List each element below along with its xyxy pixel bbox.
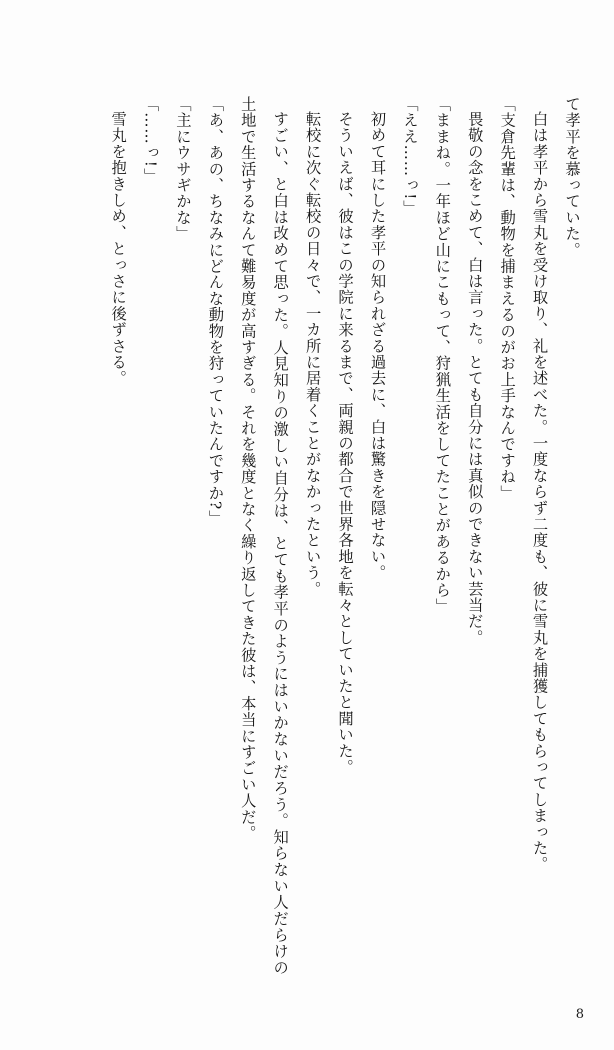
paragraph: 畏敬の念をこめて、白は言った。とても自分には真似のできない芸当だ。 bbox=[465, 111, 484, 646]
page-body-text bbox=[52, 96, 588, 976]
paragraph: 雪丸を抱きしめ、とっさに後ずさる。 bbox=[109, 111, 128, 387]
paragraph: 「あ、あの、ちなみにどんな動物を狩っていたんですか?」 bbox=[206, 96, 225, 527]
paragraph: 白は孝平から雪丸を受け取り、礼を述べた。一度ならず二度も、彼に雪丸を捕獲してもらってしまった。 bbox=[530, 111, 549, 873]
paragraph: 「主にウサギかな」 bbox=[173, 96, 192, 242]
page-number: 8 bbox=[575, 1007, 584, 1022]
paragraph: 「支倉先輩は、動物を捕まえるのがお上手なんですね」 bbox=[498, 96, 517, 501]
paragraph: 「……っ!」 bbox=[141, 96, 160, 185]
paragraph: 初めて耳にした孝平の知られざる過去に、白は驚きを隠せない。 bbox=[368, 111, 387, 582]
paragraph: そういえば、彼はこの学院に来るまで、両親の都合で世界各地を転々としていたと聞いた。 bbox=[336, 111, 355, 776]
paragraph: 「ままね。一年ほど山にこもって、狩猟生活をしてたことがあるから」 bbox=[433, 96, 452, 615]
paragraph: 「ええ……っ!」 bbox=[400, 96, 419, 217]
paragraph: て孝平を慕っていた。 bbox=[563, 96, 581, 258]
paragraph: すごい、と白は改めて思った。人見知りの激しい自分は、とても孝平のようにはいかないだろう。知らない人だらけの土地で生活するなんて難易度が高すぎる。それを幾度となく繰り返してきた彼は、本当にすごい人だ。 bbox=[238, 96, 290, 976]
paragraph: 転校に次ぐ転校の日々で、一カ所に居着くことがなかったという。 bbox=[303, 111, 322, 598]
